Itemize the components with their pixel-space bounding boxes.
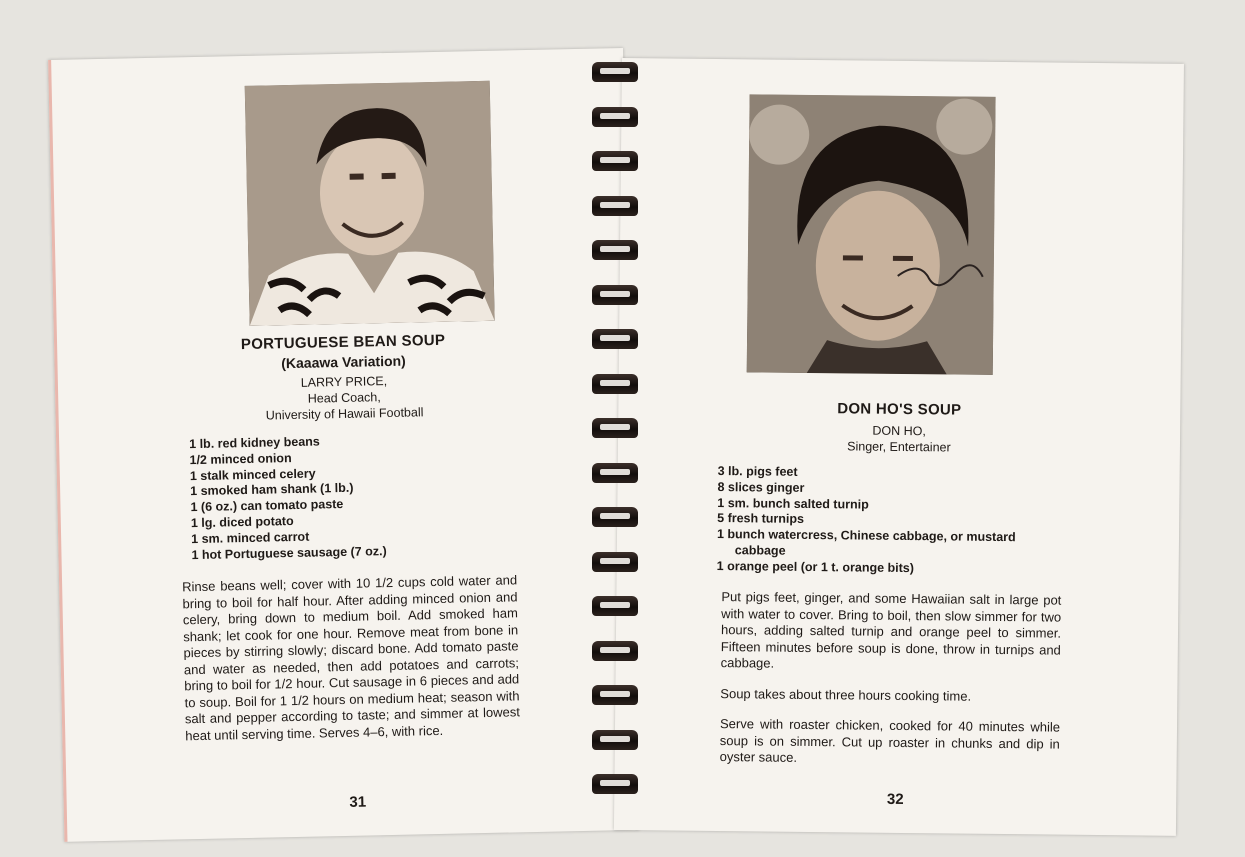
- spiral-coil: [584, 60, 648, 86]
- larry-price-photo: [245, 81, 495, 326]
- instruction-paragraph: Serve with roaster chicken, cooked for 40 minutes while soup is on simmer. Cut up roaster in chunks and dip in oyster sauce.: [719, 716, 1061, 765]
- spiral-coil: [584, 728, 648, 754]
- left-page: [48, 48, 639, 842]
- spiral-coil: [584, 461, 648, 487]
- spiral-binding: [584, 60, 654, 820]
- recipe-credit: [618, 420, 1180, 458]
- instruction-paragraph: Soup takes about three hours cooking time.: [720, 685, 972, 704]
- instruction-paragraph: Put pigs feet, ginger, and some Hawaiian salt in large pot with water to cover. Bring to boil, then slow simmer for two hours, adding salted turnip and orange peel to simmer. Fifteen minutes before soup is done, throw in turnips and cabbage.: [720, 589, 1062, 671]
- ingredient-item: 5 fresh turnips: [717, 511, 805, 527]
- ingredient-item: 1 (6 oz.) can tomato paste: [190, 497, 344, 515]
- spiral-coil: [584, 505, 648, 531]
- page-number: 31: [349, 793, 367, 811]
- recipe-instructions: [182, 572, 521, 758]
- ingredient-item: 1 sm. minced carrot: [191, 529, 310, 546]
- instruction-paragraph: Rinse beans well; cover with 10 1/2 cups cold water and bring to boil for half hour. After adding minced onion and celery, bring down to medium boil. Add smoked ham shank; let cook for one hour. Remove meat from bone in pieces by stirring slowly; discard bone. Add tomato paste and water as needed, then add potatoes and carrots; bring to boil for 1/2 hour. Cut sausage in 6 pieces and add to soup. Boil for 1 1/2 hours on medium heat; season with salt and pepper according to taste; and simmer at lowest heat until serving time. Serves 4–6, with rice.: [182, 572, 521, 743]
- ingredient-item: cabbage: [734, 543, 786, 558]
- spiral-coil: [584, 149, 648, 175]
- ingredient-list: [189, 433, 387, 563]
- spiral-coil: [584, 594, 648, 620]
- credit-line: University of Hawaii Football: [265, 405, 424, 423]
- credit-line: LARRY PRICE,: [300, 374, 388, 390]
- spiral-coil: [584, 327, 648, 353]
- spiral-coil: [584, 683, 648, 709]
- recipe-title: DON HO'S SOUP: [837, 400, 962, 419]
- credit-line: Head Coach,: [307, 390, 381, 406]
- ingredient-item: 1 lb. red kidney beans: [189, 434, 320, 452]
- page-number: 32: [886, 790, 904, 808]
- spiral-coil: [584, 550, 648, 576]
- spiral-coil: [584, 372, 648, 398]
- ingredient-item: 1 bunch watercress, Chinese cabbage, or mustard: [716, 527, 1016, 545]
- ingredient-item: 1 sm. bunch salted turnip: [717, 495, 869, 512]
- ingredient-item: 8 slices ginger: [717, 479, 805, 495]
- spiral-coil: [584, 639, 648, 665]
- spiral-coil: [584, 283, 648, 309]
- ingredient-item: 3 lb. pigs feet: [717, 464, 798, 479]
- ingredient-item: 1 orange peel (or 1 t. orange bits): [716, 558, 915, 575]
- ingredient-item: 1/2 minced onion: [189, 450, 292, 467]
- recipe-title: PORTUGUESE BEAN SOUP: [240, 331, 446, 354]
- recipe-subtitle: (Kaaawa Variation): [281, 352, 406, 372]
- credit-line: DON HO,: [872, 423, 926, 439]
- right-page: [614, 58, 1184, 836]
- don-ho-photo: [747, 94, 996, 375]
- ingredient-item: 1 hot Portuguese sausage (7 oz.): [191, 543, 387, 562]
- ingredient-list: [717, 464, 1017, 578]
- spiral-coil: [584, 238, 648, 264]
- spiral-coil: [584, 416, 648, 442]
- ingredient-item: 1 smoked ham shank (1 lb.): [190, 481, 354, 499]
- spiral-coil: [584, 194, 648, 220]
- spiral-coil: [584, 105, 648, 131]
- spiral-coil: [584, 772, 648, 798]
- ingredient-item: 1 stalk minced celery: [189, 466, 316, 483]
- ingredient-item: 1 lg. diced potato: [190, 513, 294, 531]
- portrait-illustration: [245, 81, 495, 326]
- credit-line: Singer, Entertainer: [847, 439, 951, 455]
- portrait-illustration: [747, 94, 996, 375]
- recipe-instructions: [719, 589, 1061, 783]
- recipe-credit: [58, 368, 631, 428]
